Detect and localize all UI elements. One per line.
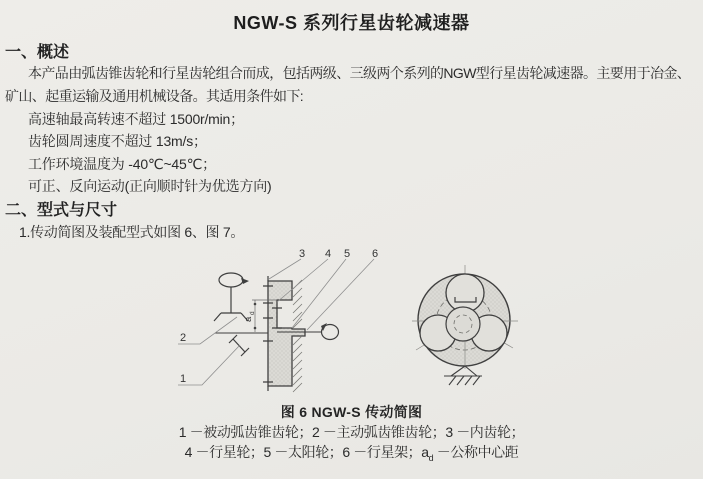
sun-gear-circle [446, 307, 480, 341]
condition-line: 齿轮圆周速度不超过 13m/s； [28, 133, 207, 150]
planet-gear-circle [446, 274, 484, 312]
condition-line: 高速轴最高转速不超过 1500r/min； [28, 111, 244, 127]
section-types-heading: 二、型式与尺寸 [5, 202, 118, 219]
types-item-1: 1.传动简图及装配型式如图 6、图 7。 [19, 224, 245, 240]
transmission-schematic [155, 240, 405, 405]
page-title: NGW-S 系列行星齿轮减速器 [233, 13, 470, 33]
legend-ad-subscript: d [428, 452, 434, 463]
legend-line2-tail: －公称中心距 [433, 444, 519, 460]
output-rotation-icon [321, 323, 339, 340]
condition-line: 可正、反向运动(正向顺时针为优选方向) [28, 178, 272, 195]
conditions-list [28, 108, 272, 198]
callout-ad-sub: d [249, 311, 256, 315]
figure-caption: 图 6 NGW-S 传动简图 [280, 404, 423, 420]
callout-5: 5 [343, 248, 351, 260]
callout-ad: a [243, 316, 254, 322]
legend-line2-text: 4 －行星轮；5 －太阳轮；6 －行星架；a [184, 444, 429, 460]
callout-2: 2 [179, 332, 187, 344]
ground-support-icon [444, 366, 482, 385]
callout-6: 6 [371, 248, 379, 260]
planetary-cross-section [410, 245, 560, 405]
figure-legend-line1: 1 －被动弧齿锥齿轮；2 －主动弧齿锥齿轮；3 －内齿轮； [178, 424, 525, 440]
callout-3: 3 [298, 248, 306, 260]
section-overview-heading: 一、概述 [5, 44, 70, 61]
input-rotation-icon [219, 273, 249, 313]
condition-line: 工作环境温度为 -40℃~45℃； [28, 155, 216, 172]
figure-legend-line2 [0, 442, 703, 463]
callout-1: 1 [179, 373, 187, 385]
overview-paragraph: 本产品由弧齿锥齿轮和行星齿轮组合而成，包括两级、三级两个系列的NGW型行星齿轮减速器。主要用于冶金、矿山、起重运输及通用机械设备。其适用条件如下: [5, 65, 691, 104]
callout-4: 4 [324, 248, 332, 260]
